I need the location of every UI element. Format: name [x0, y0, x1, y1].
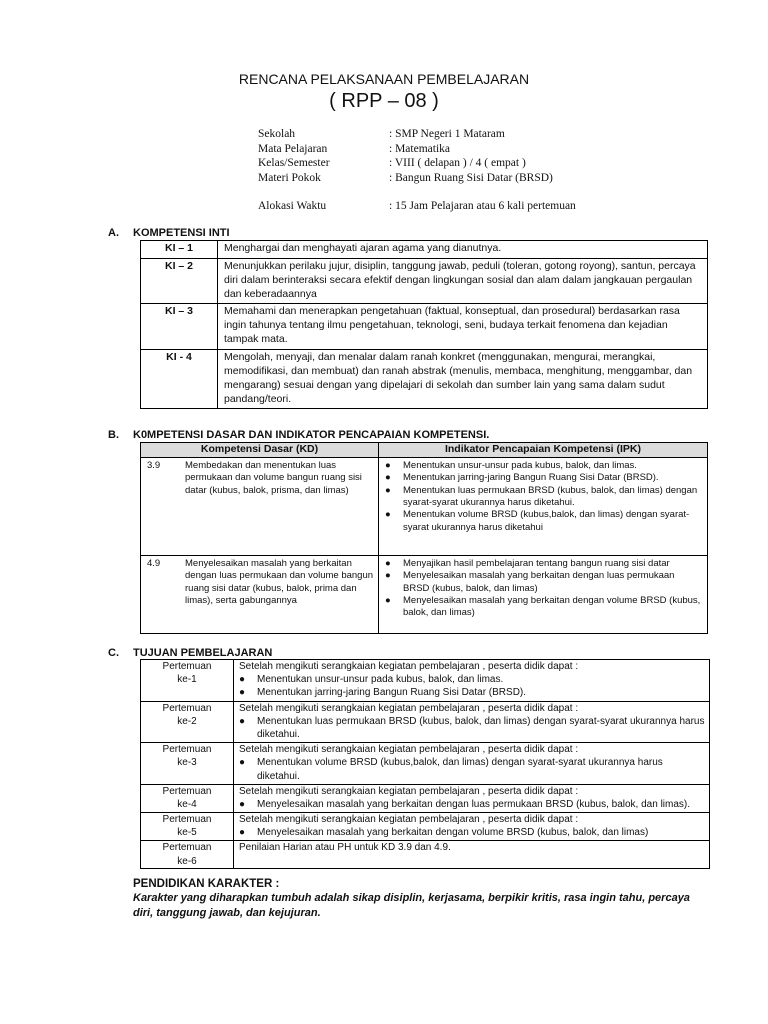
table-row	[141, 304, 708, 350]
pertemuan-cell: Pertemuan ke-5	[141, 813, 234, 841]
list-item: ● Menentukan jarring-jaring Bangun Ruang Sisi Datar (BRSD).	[239, 687, 527, 699]
section-b-heading: B. K0MPETENSI DASAR DAN INDIKATOR PENCAPAIAN KOMPETENSI.	[108, 429, 490, 441]
info-row-materi: Materi Pokok : Bangun Ruang Sisi Datar (BRSD)	[258, 171, 553, 184]
table-row	[141, 841, 710, 868]
kd-text: Membedakan dan menentukan luas permukaan dan volume bangun ruang sisi datar (kubus, balok, prisma, dan limas)	[185, 459, 362, 496]
table-row	[141, 457, 708, 555]
kompetensi-inti-table	[140, 240, 708, 409]
table-row	[141, 350, 708, 409]
section-a-heading: A. KOMPETENSI INTI	[108, 227, 230, 239]
list-item: ● Menyelesaikan masalah yang berkaitan dengan volume BRSD (kubus, balok, dan limas)	[385, 594, 701, 619]
kd-ipk-table	[140, 442, 708, 634]
document-title: RENCANA PELAKSANAAN PEMBELAJARAN	[238, 71, 530, 87]
list-item: ● Menentukan volume BRSD (kubus,balok, dan limas) dengan syarat-syarat ukurannya harus diketahui	[385, 509, 690, 533]
tujuan-intro: Setelah mengikuti serangkaian kegiatan pembelajaran , peserta didik dapat :	[239, 814, 579, 826]
list-item: ● Menyelesaikan masalah yang berkaitan dengan luas permukaan BRSD (kubus, balok, dan limas)	[385, 570, 675, 594]
list-item: ● Menentukan luas permukaan BRSD (kubus, balok, dan limas) dengan syarat-syarat ukurannya harus diketahui.	[239, 715, 705, 740]
table-row	[141, 701, 710, 743]
karakter-text: Karakter yang diharapkan tumbuh adalah sikap disiplin, kerjasama, berpikir kritis, rasa ingin tahu, percaya diri, tanggung jawab, dan kejujuran.	[133, 892, 690, 919]
ki-code: KI – 1	[141, 241, 218, 259]
tujuan-intro: Penilaian Harian atau PH untuk KD 3.9 dan 4.9.	[239, 842, 451, 854]
tujuan-pembelajaran-table	[140, 659, 710, 869]
ki-code: KI - 4	[141, 350, 218, 409]
list-item: ● Menentukan luas permukaan BRSD (kubus, balok, dan limas) dengan syarat-syarat ukurannya harus diketahui.	[385, 484, 698, 508]
info-block	[258, 127, 576, 214]
list-item: ● Menentukan unsur-unsur pada kubus, balok, dan limas.	[239, 674, 504, 686]
tujuan-intro: Setelah mengikuti serangkaian kegiatan pembelajaran , peserta didik dapat :	[239, 785, 579, 797]
list-item: ● Menentukan volume BRSD (kubus,balok, dan limas) dengan syarat-syarat ukurannya harus diketahui.	[239, 757, 663, 782]
info-row-alokasi: Alokasi Waktu : 15 Jam Pelajaran atau 6 kali pertemuan	[258, 200, 576, 212]
table-row	[141, 241, 708, 259]
ki-code: KI – 2	[141, 258, 218, 304]
table-row	[141, 555, 708, 633]
pertemuan-cell: Pertemuan ke-1	[141, 660, 234, 702]
table-row	[141, 258, 708, 304]
ki-text: Memahami dan menerapkan pengetahuan (faktual, konseptual, dan prosedural) berdasarkan rasa ingin tahunya tentang ilmu pengetahuan, teknologi, seni, budaya terkait fenomena dan kejadian tampak mata.	[218, 304, 708, 350]
tujuan-intro: Setelah mengikuti serangkaian kegiatan pembelajaran , peserta didik dapat :	[239, 661, 579, 672]
pertemuan-cell: Pertemuan ke-4	[141, 784, 234, 812]
ipk-list	[385, 558, 703, 620]
list-item: ● Menyajikan hasil pembelajaran tentang bangun ruang sisi datar	[385, 557, 670, 569]
document-subtitle: ( RPP – 08 )	[329, 90, 439, 112]
ki-text: Menunjukkan perilaku jujur, disiplin, tanggung jawab, peduli (toleran, gotong royong), santun, percaya diri dalam berinteraksi secara efektif dengan lingkungan sosial dan alam dalam jangkauan pergaulan dan keberadaannya	[218, 258, 708, 304]
kd-number: 4.9	[147, 557, 161, 569]
section-c-heading: C. TUJUAN PEMBELAJARAN	[108, 647, 273, 659]
table-row	[141, 743, 710, 785]
kd-number: 3.9	[147, 459, 161, 471]
list-item: ● Menyelesaikan masalah yang berkaitan dengan luas permukaan BRSD (kubus, balok, dan limas).	[239, 798, 691, 810]
table-row	[141, 660, 710, 702]
info-row-sekolah: Sekolah : SMP Negeri 1 Mataram	[258, 128, 505, 140]
info-row-mapel: Mata Pelajaran : Matematika	[258, 142, 450, 155]
column-header-kd: Kompetensi Dasar (KD)	[141, 443, 379, 458]
ki-code: KI – 3	[141, 304, 218, 350]
list-item: ● Menentukan unsur-unsur pada kubus, balok, dan limas.	[385, 459, 637, 471]
ki-text: Mengolah, menyaji, dan menalar dalam ranah konkret (menggunakan, mengurai, merangkai, memodifikasi, dan membuat) dan ranah abstrak (menulis, membaca, menghitung, menggambar, dan mengarang) sesuai dengan yang dipelajari di sekolah dan sumber lain yang sama dalam sudut pandang/teori.	[218, 350, 708, 409]
karakter-heading: PENDIDIKAN KARAKTER :	[133, 878, 280, 890]
table-row	[141, 813, 710, 841]
info-row-kelas: Kelas/Semester : VIII ( delapan ) / 4 ( empat )	[258, 157, 526, 169]
column-header-ipk: Indikator Pencapaian Kompetensi (IPK)	[379, 443, 708, 458]
ki-text: Menghargai dan menghayati ajaran agama yang dianutnya.	[218, 241, 708, 259]
list-item: ● Menyelesaikan masalah yang berkaitan dengan volume BRSD (kubus, balok, dan limas)	[239, 827, 649, 839]
tujuan-intro: Setelah mengikuti serangkaian kegiatan pembelajaran , peserta didik dapat :	[239, 702, 579, 714]
kd-text: Menyelesaikan masalah yang berkaitan dengan luas permukaan dan volume bangun ruang sisi datar (kubus, balok, prima dan limas), serta gabungannya	[185, 557, 374, 606]
table-row	[141, 784, 710, 812]
pertemuan-cell: Pertemuan ke-6	[141, 841, 234, 868]
table-header-row	[141, 443, 708, 458]
pertemuan-cell: Pertemuan ke-2	[141, 701, 234, 743]
ipk-list	[385, 460, 703, 534]
pertemuan-cell: Pertemuan ke-3	[141, 743, 234, 785]
tujuan-intro: Setelah mengikuti serangkaian kegiatan pembelajaran , peserta didik dapat :	[239, 744, 579, 756]
list-item: ● Menentukan jarring-jaring Bangun Ruang Sisi Datar (BRSD).	[385, 472, 659, 484]
